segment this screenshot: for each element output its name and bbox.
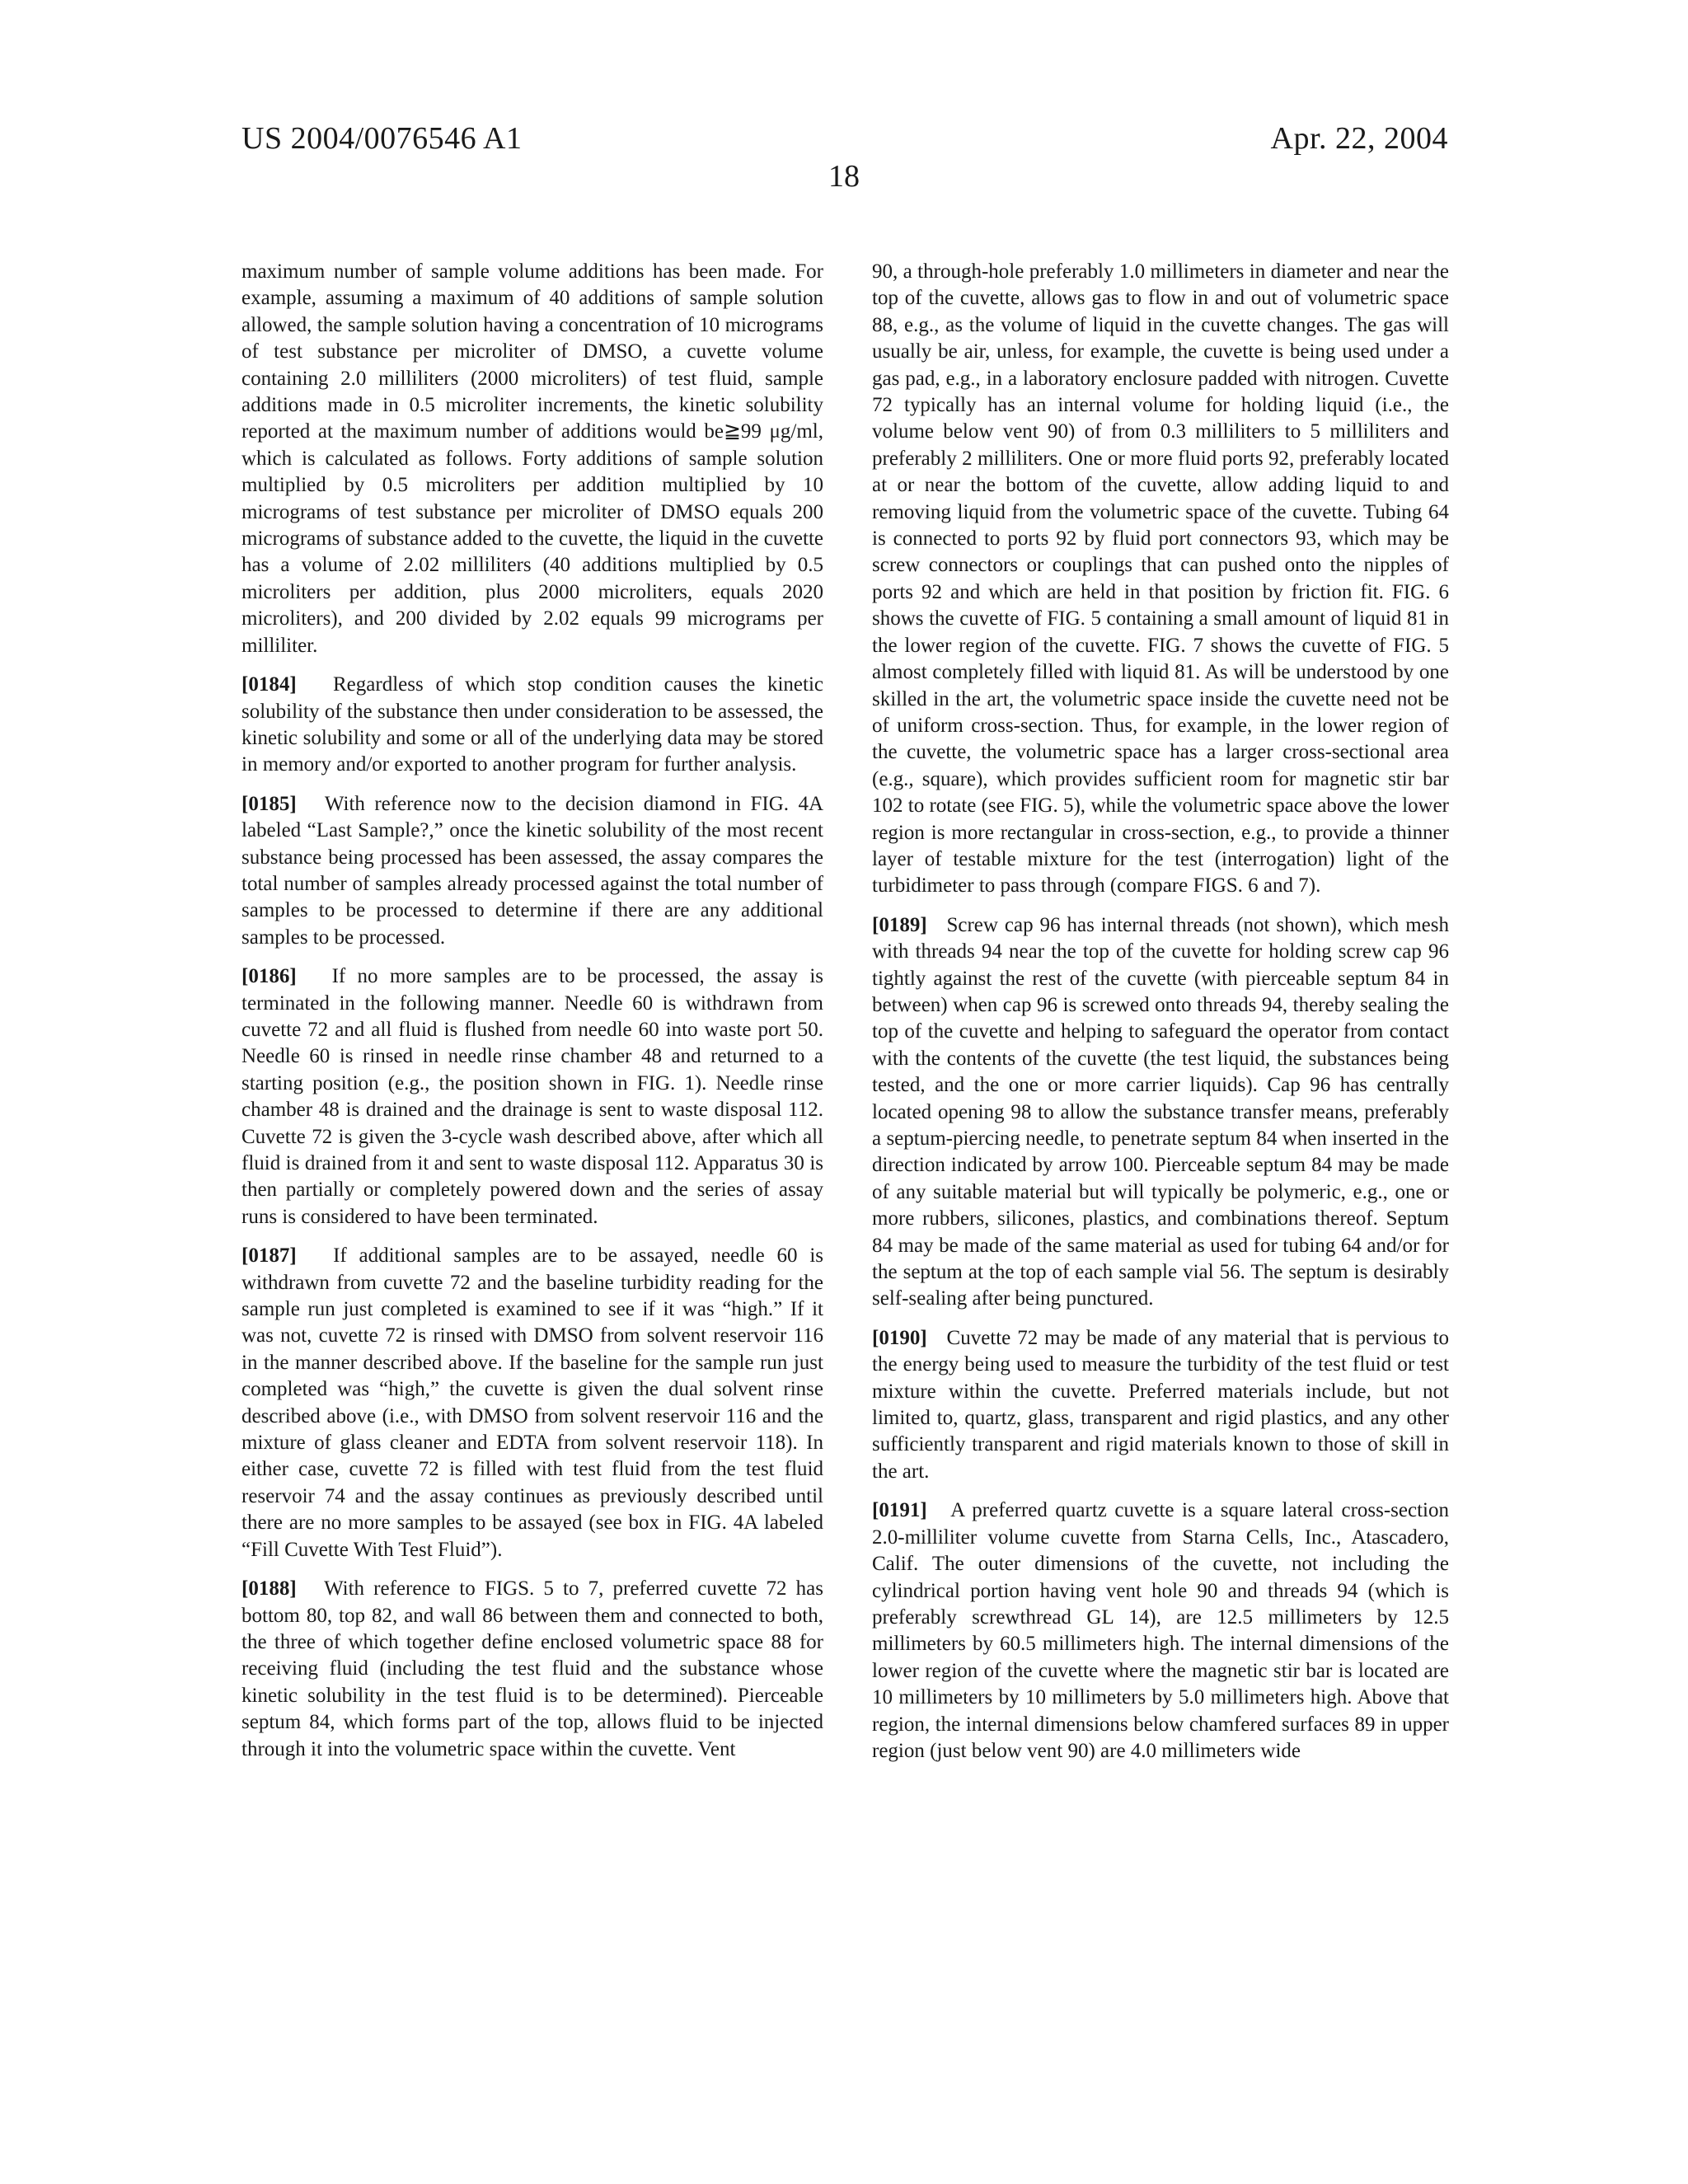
paragraph-number: [0188]	[241, 1577, 297, 1601]
paragraph-number: [0185]	[241, 792, 297, 815]
paragraph-number: [0186]	[241, 965, 297, 988]
right-column	[872, 259, 1449, 1777]
paragraph-number: [0189]	[872, 913, 927, 936]
page-number: 18	[828, 159, 860, 194]
paragraph-0189	[872, 912, 1449, 1313]
publication-date: Apr. 22, 2004	[1270, 121, 1448, 156]
paragraph-text: Regardless of which stop condition causes the kinetic solubility of the substance then under consideration to be assessed, the kinetic solubility and some or all of the underlying data may be stored in memory and/or exported to another program for further analysis.	[241, 673, 823, 776]
paragraph-text: A preferred quartz cuvette is a square lateral cross-section 2.0-milliliter volume cuvette from Starna Cells, Inc., Atascadero, Calif. The outer dimensions of the cuvette, not including the cylindrical portion having vent hole 90 and threads 94 (which is preferably screwthread GL 14), are 12.5 millimeters by 12.5 millimeters by 60.5 millimeters high. The internal dimensions of the lower region of the cuvette where the magnetic stir bar is located are 10 millimeters by 10 millimeters by 5.0 millimeters high. Above that region, the internal dimensions below chamfered surfaces 89 in upper region (just below vent 90) are 4.0 millimeters wide	[872, 1499, 1449, 1762]
paragraph-number: [0187]	[241, 1244, 297, 1268]
paragraph-0188	[241, 1576, 823, 1763]
left-column	[241, 259, 823, 1775]
continued-paragraph: maximum number of sample volume additions has been made. For example, assuming a maximum of 40 additions of sample solution allowed, the sample solution having a concentration of 10 micrograms of test substance per microliter of DMSO, a cuvette volume containing 2.0 milliliters (2000 microliters) of test fluid, sample additions made in 0.5 microliter increments, the kinetic solubility reported at the maximum number of additions would be≧99 μg/ml, which is calculated as follows. Forty additions of sample solution multiplied by 0.5 microliters per addition multiplied by 10 micrograms of test substance per microliter of DMSO equals 200 micrograms of substance added to the cuvette, the liquid in the cuvette has a volume of 2.02 milliliters (40 additions multiplied by 0.5 microliters per addition, plus 2000 microliters, equals 2020 microliters), and 200 divided by 2.02 equals 99 micrograms per milliliter.	[241, 260, 823, 657]
paragraph-text: Screw cap 96 has internal threads (not shown), which mesh with threads 94 near the top of the cuvette for holding screw cap 96 tightly against the rest of the cuvette (with pierceable septum 84 in between) when cap 96 is screwed onto threads 94, thereby sealing the top of the cuvette and helping to safeguard the operator from contact with the contents of the cuvette (the test liquid, the substances being tested, and the one or more carrier liquids). Cap 96 has centrally located opening 98 to allow the substance transfer means, preferably a septum-piercing needle, to penetrate septum 84 when inserted in the direction indicated by arrow 100. Pierceable septum 84 may be made of any suitable material but will typically be polymeric, e.g., one or more rubbers, silicones, plastics, and combinations thereof. Septum 84 may be made of the same material as used for tubing 64 and/or for the septum at the top of each sample vial 56. The septum is desirably self-sealing after being punctured.	[872, 913, 1449, 1310]
paragraph-0185	[241, 791, 823, 951]
paragraph-text: With reference now to the decision diamond in FIG. 4A labeled “Last Sample?,” once the kinetic solubility of the most recent substance being processed has been assessed, the assay compares the total number of samples already processed against the total number of samples to be processed to determine if there are any additional samples to be processed.	[241, 792, 824, 949]
paragraph-0184	[241, 672, 823, 779]
paragraph-text: With reference to FIGS. 5 to 7, preferred cuvette 72 has bottom 80, top 82, and wall 86 between them and connected to both, the three of which together define enclosed volumetric space 88 for receiving fluid (including the test fluid and the substance whose kinetic solubility in the test fluid is to be determined). Pierceable septum 84, which forms part of the top, allows fluid to be injected through it into the volumetric space within the cuvette. Vent	[241, 1577, 824, 1760]
paragraph-0187	[241, 1243, 823, 1563]
publication-number: US 2004/0076546 A1	[241, 121, 523, 156]
continued-paragraph: 90, a through-hole preferably 1.0 millimeters in diameter and near the top of the cuvette, allows gas to flow in and out of volumetric space 88, e.g., as the volume of liquid in the cuvette changes. The gas will usually be air, unless, for example, the cuvette is being used under a gas pad, e.g., in a laboratory enclosure padded with nitrogen. Cuvette 72 typically has an internal volume for holding liquid (i.e., the volume below vent 90) of from 0.3 milliliters to 5 milliliters and preferably 2 milliliters. One or more fluid ports 92, preferably located at or near the bottom of the cuvette, allow adding liquid to and removing liquid from the volumetric space of the cuvette. Tubing 64 is connected to ports 92 by fluid port connectors 93, which may be screw connectors or couplings that can pushed onto the nipples of ports 92 and which are held in that position by friction fit. FIG. 6 shows the cuvette of FIG. 5 containing a small amount of liquid 81 in the lower region of the cuvette. FIG. 7 shows the cuvette of FIG. 5 almost completely filled with liquid 81. As will be understood by one skilled in the art, the volumetric space inside the cuvette need not be of uniform cross-section. Thus, for example, in the lower region of the cuvette, the volumetric space has a larger cross-sectional area (e.g., square), which provides sufficient room for magnetic stir bar 102 to rotate (see FIG. 5), while the volumetric space above the lower region is more rectangular in cross-section, e.g., to provide a thinner layer of testable mixture for the test (interrogation) light of the turbidimeter to pass through (compare FIGS. 6 and 7).	[872, 260, 1449, 898]
paragraph-text: If no more samples are to be processed, the assay is terminated in the following manner. Needle 60 is withdrawn from cuvette 72 and all fluid is flushed from needle 60 into waste port 50. Needle 60 is rinsed in needle rinse chamber 48 and returned to a starting position (e.g., the position shown in FIG. 1). Needle rinse chamber 48 is drained and the drainage is sent to waste disposal 112. Cuvette 72 is given the 3-cycle wash described above, after which all fluid is drained from it and sent to waste disposal 112. Apparatus 30 is then partially or completely powered down and the series of assay runs is considered to have been terminated.	[241, 965, 824, 1228]
paragraph-0190	[872, 1325, 1449, 1485]
paragraph-number: [0184]	[241, 673, 297, 696]
paragraph-number: [0190]	[872, 1326, 927, 1349]
paragraph-0191	[872, 1497, 1449, 1765]
paragraph-0186	[241, 963, 823, 1230]
paragraph-number: [0191]	[872, 1499, 927, 1522]
paragraph-text: Cuvette 72 may be made of any material that is pervious to the energy being used to measure the turbidity of the test fluid or test mixture within the cuvette. Preferred materials include, but not limited to, quartz, glass, transparent and rigid plastics, and any other sufficiently transparent and rigid materials known to those of skill in the art.	[872, 1326, 1450, 1483]
paragraph-text: If additional samples are to be assayed, needle 60 is withdrawn from cuvette 72 and the baseline turbidity reading for the sample run just completed is examined to see if it was “high.” If it was not, cuvette 72 is rinsed with DMSO from solvent reservoir 116 in the manner described above. If the baseline for the sample run just completed was “high,” the cuvette is given the dual solvent rinse described above (i.e., with DMSO from solvent reservoir 116 and the mixture of glass cleaner and EDTA from solvent reservoir 118). In either case, cuvette 72 is filled with test fluid from the test fluid reservoir 74 and the assay continues as previously described until there are no more samples to be assayed (see box in FIG. 4A labeled “Fill Cuvette With Test Fluid”).	[241, 1244, 824, 1561]
